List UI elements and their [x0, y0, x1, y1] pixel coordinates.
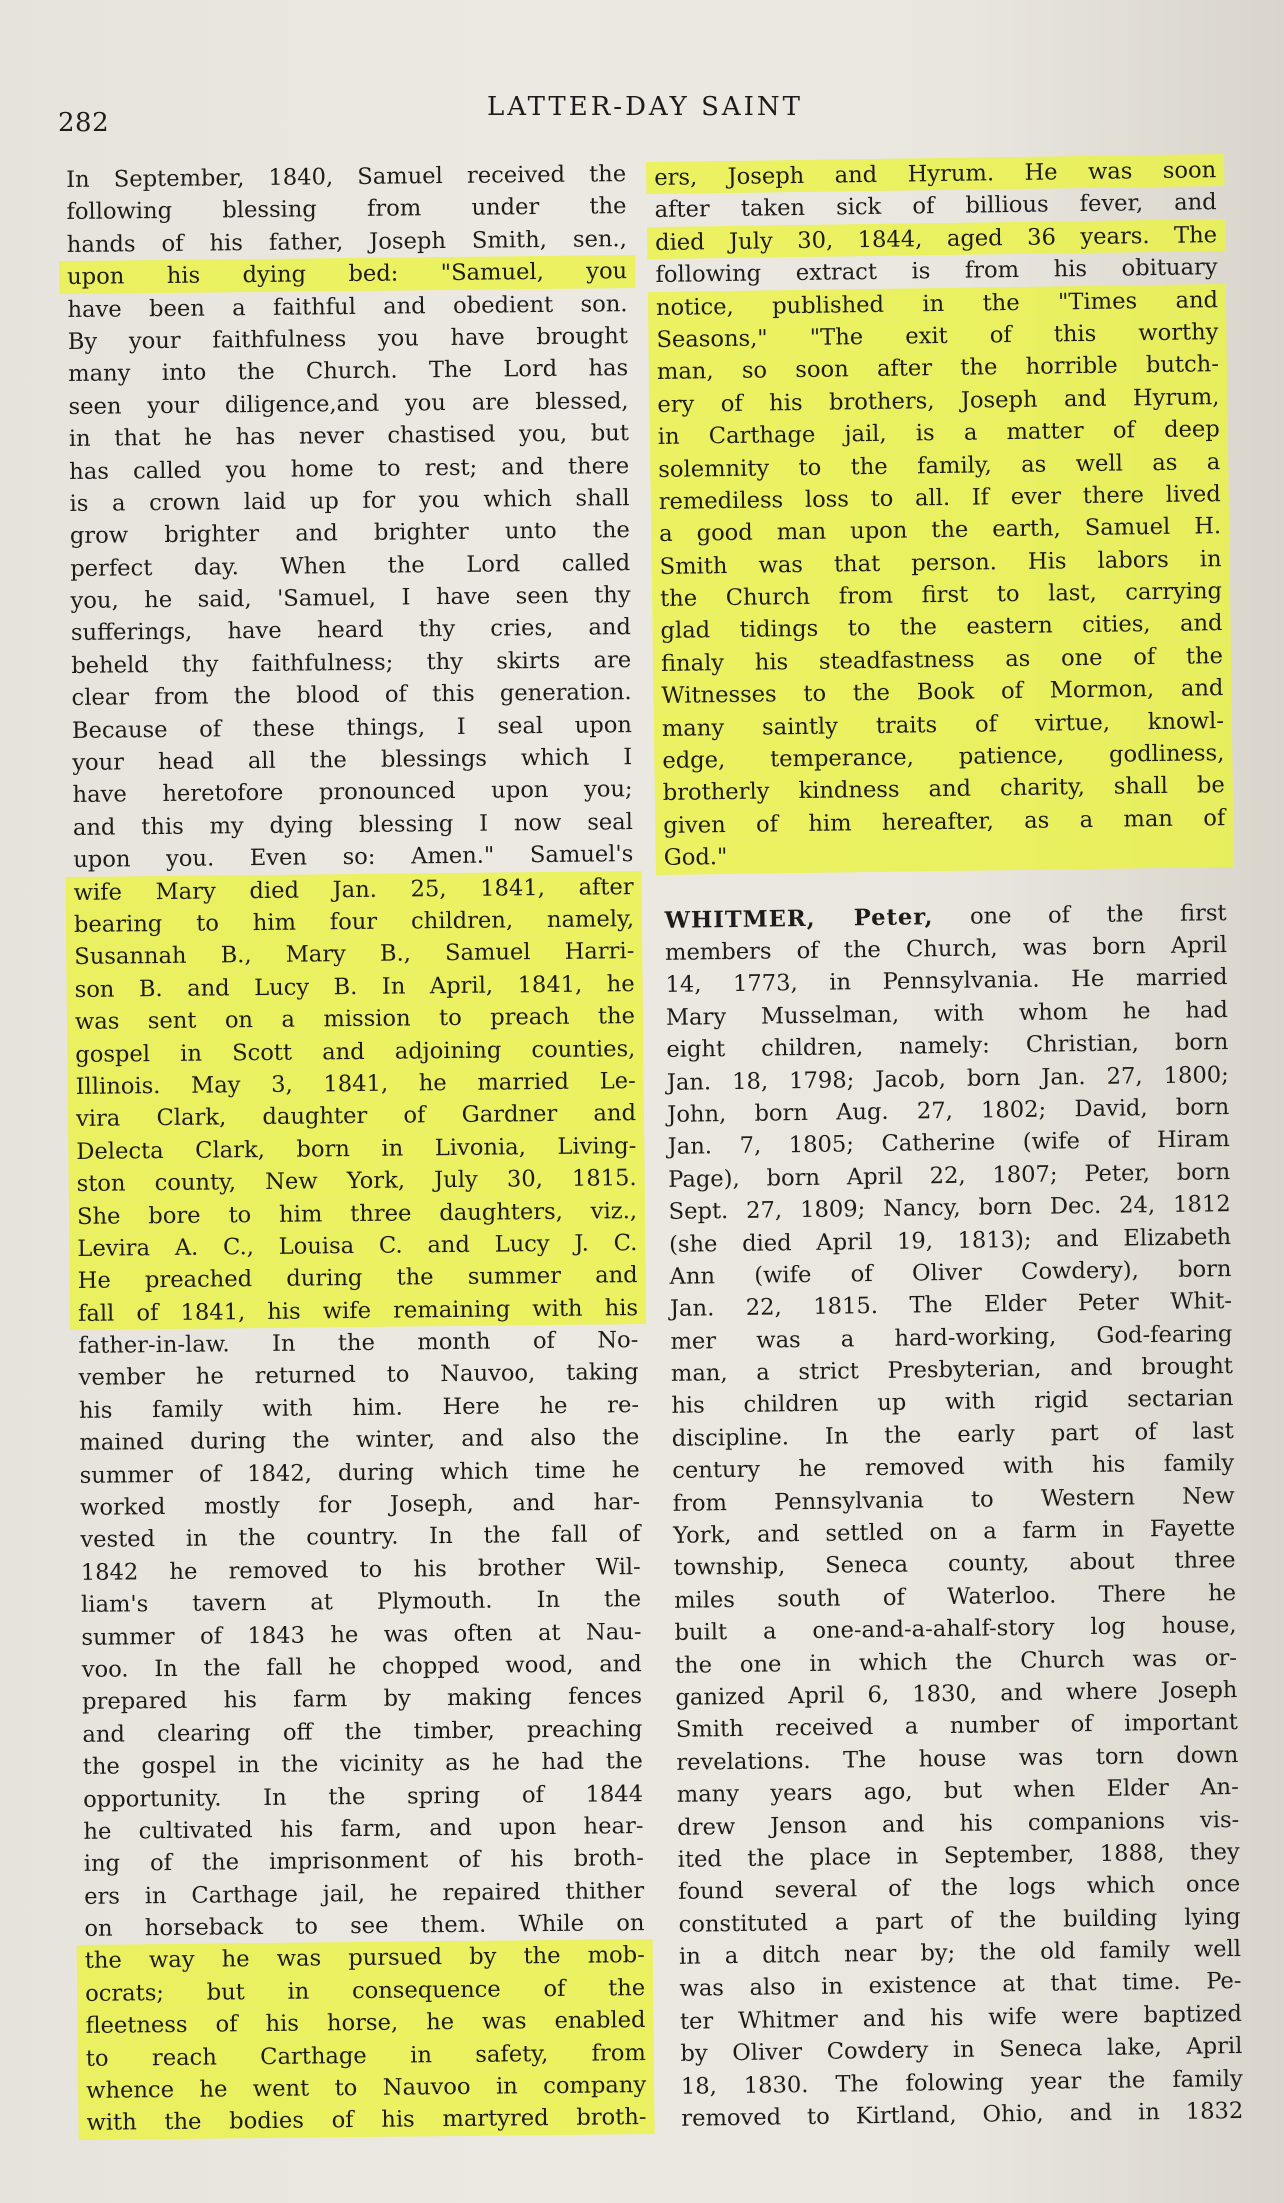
text-line: discipline. In the early part of last	[671, 1417, 1234, 1452]
text-line: fall of 1841, his wife remaining with his	[70, 1292, 646, 1330]
text-line: members of the Church, was born April	[664, 932, 1228, 966]
text-line: 1842 he removed to his brother Wil-	[80, 1553, 641, 1586]
text-line: York, and settled on a farm in Fayette	[673, 1515, 1236, 1549]
text-line: ery of his brothers, Joseph and Hyrum,	[649, 381, 1227, 421]
text-line: liam's tavern at Plymouth. In the	[80, 1586, 642, 1619]
text-line: miles south of Waterloo. There he	[673, 1579, 1237, 1614]
text-line: on horseback to see them. While on	[84, 1910, 645, 1942]
text-line: perfect day. When the Lord called	[70, 549, 631, 582]
text-line: Jan. 7, 1805; Catherine (wife of Hiram	[667, 1126, 1230, 1161]
text-line: By your faithfulness you have brought	[67, 323, 628, 355]
text-line: many years ago, but when Elder An-	[676, 1774, 1239, 1808]
text-line: and this my dying blessing I now seal	[72, 808, 634, 841]
text-line: found several of the logs which once	[677, 1871, 1241, 1906]
text-line: sufferings, have heard thy cries, and	[70, 614, 632, 647]
samuel-smith-continuation	[654, 154, 1226, 874]
text-line: and clearing off the timber, preaching	[82, 1715, 643, 1748]
text-line: In September, 1840, Samuel received the	[66, 161, 627, 193]
text-line: finaly his steadfastness as one of the	[653, 640, 1231, 680]
text-line: He preached during the summer and	[70, 1259, 646, 1297]
text-line: many into the Church. The Lord has	[68, 355, 629, 388]
text-line: by Oliver Cowdery in Seneca lake, April	[680, 2033, 1243, 2068]
text-line: Levira A. C., Louisa C. and Lucy J. C.	[69, 1227, 645, 1265]
text-line: have heretofore pronounced upon you;	[72, 776, 633, 809]
text-line: 14, 1773, in Pennsylvania. He married	[665, 964, 1228, 999]
text-line: died July 30, 1844, aged 36 years. The	[647, 219, 1225, 259]
text-line: Jan. 22, 1815. The Elder Peter Whit-	[669, 1288, 1233, 1323]
text-line: mained during the winter, and also the	[79, 1424, 640, 1457]
text-line: revelations. The house was torn down	[676, 1741, 1239, 1776]
text-line: fleetness of his horse, he was enabled	[77, 2004, 653, 2042]
text-line: upon his dying bed: "Samuel, you	[59, 255, 635, 293]
text-line: following extract is from his obituary	[655, 254, 1218, 289]
text-line: have been a faithful and obedient son.	[67, 290, 628, 323]
text-line: mer was a hard-working, God-fearing	[670, 1320, 1233, 1355]
text-line: the one in which the Church was or-	[674, 1644, 1238, 1679]
text-line: has called you home to rest; and there	[69, 452, 630, 485]
text-line: given of him hereafter, as a man of	[655, 802, 1233, 842]
text-line: he cultivated his farm, and upon hear-	[83, 1812, 644, 1845]
text-line: hands of his father, Joseph Smith, sen.,	[66, 225, 627, 258]
text-line: grow brighter and brighter unto the	[69, 517, 631, 550]
text-line: worked mostly for Joseph, and har-	[79, 1489, 641, 1521]
text-line: Jan. 18, 1798; Jacob, born Jan. 27, 1800;	[666, 1061, 1229, 1096]
text-line: in that he has never chastised you, but	[68, 420, 629, 453]
text-line: summer of 1842, during which time he	[79, 1456, 640, 1489]
entry-heading: WHITMER, Peter,	[664, 903, 934, 934]
text-line: gospel in Scott and adjoining counties,	[67, 1033, 643, 1071]
text-line: century he removed with his family	[672, 1450, 1235, 1485]
text-line: She bore to him three daughters, viz.,	[69, 1194, 645, 1232]
right-column	[654, 154, 1243, 2135]
text-line: Because of these things, I seal upon	[71, 711, 633, 744]
text-line: his children up with rigid sectarian	[671, 1385, 1234, 1420]
running-head: LATTER-DAY SAINT	[486, 92, 804, 122]
text-line: wife Mary died Jan. 25, 1841, after	[65, 871, 641, 909]
text-line: summer of 1843 he was often at Nau-	[81, 1618, 642, 1651]
text-line: eight children, namely: Christian, born	[666, 1029, 1229, 1064]
text-line: notice, published in the "Times and	[648, 284, 1226, 324]
text-line: the Church from first to last, carrying	[652, 575, 1230, 615]
text-line: vested in the country. In the fall of	[80, 1521, 641, 1554]
text-line: ers in Carthage jail, he repaired thither	[84, 1877, 645, 1910]
text-line: Page), born April 22, 1807; Peter, born	[668, 1158, 1231, 1193]
text-line: ing of the imprisonment of his broth-	[83, 1845, 644, 1878]
text-line: clear from the blood of this generation.	[71, 679, 632, 712]
text-line: 18, 1830. The folowing year the family	[680, 2065, 1243, 2100]
text-line: bearing to him four children, namely,	[66, 903, 642, 941]
whitmer-peter-entry	[664, 897, 1243, 2136]
text-line: in Carthage jail, is a matter of deep	[650, 413, 1228, 453]
text-line: Susannah B., Mary B., Samuel Harri-	[66, 935, 642, 973]
text-line: voo. In the fall he chopped wood, and	[81, 1651, 642, 1683]
text-line: brotherly kindness and charity, shall be	[655, 769, 1233, 809]
text-line: Witnesses to the Book of Mormon, and	[653, 672, 1231, 712]
text-line: God."	[655, 834, 1233, 874]
text-line: glad tidings to the eastern cities, and	[652, 607, 1230, 647]
text-line: was also in existence at that time. Pe-	[679, 1968, 1242, 2003]
text-line: ited the place in September, 1888, they	[677, 1838, 1240, 1873]
text-line: the way he was pursued by the mob-	[77, 1939, 653, 1977]
text-line: man, so soon after the horrible butch-	[649, 348, 1227, 388]
text-line: with the bodies of his martyred broth-	[78, 2101, 654, 2139]
text-line: your head all the blessings which I	[72, 744, 633, 776]
text-line: drew Jenson and his companions vis-	[677, 1806, 1240, 1841]
text-line: remediless loss to all. If ever there lived	[651, 478, 1229, 518]
text-line: beheld thy faithfulness; thy skirts are	[71, 646, 632, 679]
text-line: Mary Musselman, with whom he had	[665, 996, 1229, 1031]
text-line: Illinois. May 3, 1841, he married Le-	[67, 1065, 643, 1103]
text-line: edge, temperance, patience, godliness,	[654, 737, 1232, 777]
text-line: ston county, New York, July 30, 1815.	[69, 1162, 645, 1200]
text-line: is a crown laid up for you which shall	[69, 485, 630, 517]
text-line: ter Whitmer and his wife were baptized	[679, 2000, 1243, 2035]
text-line: son B. and Lucy B. In April, 1841, he	[66, 968, 642, 1006]
text-line: many saintly traits of virtue, knowl-	[654, 705, 1232, 745]
text-line: vember he returned to Nauvoo, taking	[78, 1359, 639, 1392]
left-column	[66, 158, 647, 2140]
text-line: removed to Kirtland, Ohio, and in 1832	[681, 2098, 1244, 2132]
text-line: Delecta Clark, born in Livonia, Living-	[68, 1130, 644, 1168]
text-line: whence he went to Nauvoo in company	[78, 2069, 654, 2107]
text-line: constituted a part of the building lying	[678, 1903, 1241, 1938]
text-line: from Pennsylvania to Western New	[672, 1482, 1235, 1517]
text-line: was sent on a mission to preach the	[67, 1000, 643, 1038]
text-line: (she died April 19, 1813); and Elizabeth	[668, 1223, 1232, 1258]
text-line: man, a strict Presbyterian, and brought	[670, 1353, 1234, 1387]
text-line: ers, Joseph and Hyrum. He was soon	[646, 154, 1224, 194]
text-line: following blessing from under the	[66, 193, 627, 226]
text-line: you, he said, 'Samuel, I have seen thy	[70, 582, 631, 615]
text-line: opportunity. In the spring of 1844	[82, 1780, 644, 1813]
text-line: Seasons," "The exit of this worthy	[648, 316, 1226, 356]
text-line: after taken sick of billious fever, and	[654, 189, 1217, 224]
text-line: the gospel in the vicinity as he had the	[82, 1748, 643, 1781]
page-number: 282	[58, 108, 110, 138]
text-line: a good man upon the earth, Samuel H.	[651, 510, 1229, 550]
text-line: solemnity to the family, as well as a	[650, 446, 1228, 486]
text-line: in a ditch near by; the old family well	[678, 1936, 1242, 1970]
text-line: Ann (wife of Oliver Cowdery), born	[669, 1255, 1232, 1290]
text-line: Smith was that person. His labors in	[651, 543, 1229, 583]
text-line: built a one-and-a-ahalf-story log house,	[674, 1612, 1237, 1647]
text-line: prepared his farm by making fences	[81, 1683, 643, 1716]
text-line: Smith received a number of important	[675, 1709, 1239, 1744]
text-line: Sept. 27, 1809; Nancy, born Dec. 24, 1812	[668, 1191, 1231, 1226]
entry-first-line-text: one of the first	[969, 899, 1227, 930]
text-line: to reach Carthage in safety, from	[78, 2037, 654, 2075]
text-line: John, born Aug. 27, 1802; David, born	[667, 1093, 1230, 1128]
text-line: seen your diligence,and you are blessed,	[68, 387, 629, 420]
text-line: ocrats; but in consequence of the	[77, 1972, 653, 2010]
text-line: father-in-law. In the month of No-	[78, 1327, 639, 1359]
text-line: ganized April 6, 1830, and where Joseph	[675, 1676, 1238, 1711]
text-line: township, Seneca county, about three	[673, 1547, 1236, 1582]
text-line: his family with him. Here he re-	[78, 1391, 640, 1424]
text-line: vira Clark, daughter of Gardner and	[68, 1097, 644, 1135]
text-line: upon you. Even so: Amen." Samuel's	[73, 841, 634, 874]
